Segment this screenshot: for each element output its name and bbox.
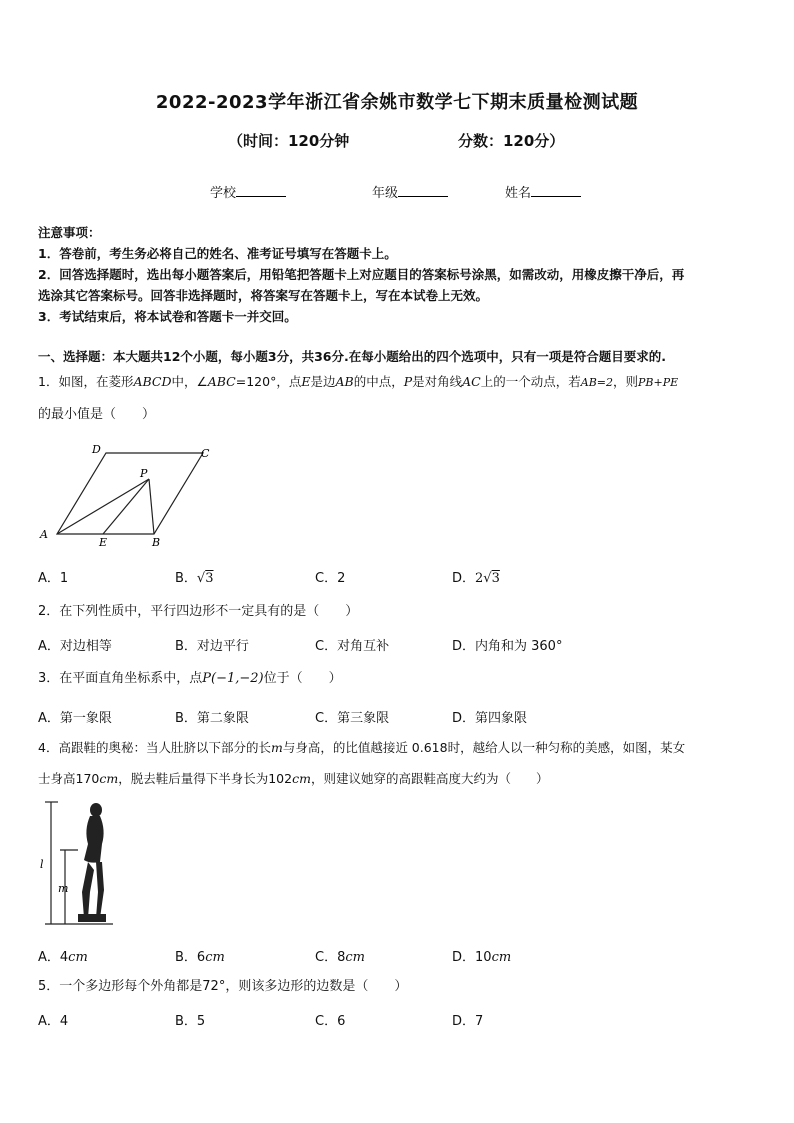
note-item: 2．回答选择题时，选出每小题答案后，用铅笔把答题卡上对应题目的答案标号涂黑，如需改动，用橡皮擦干净后，再 bbox=[38, 267, 685, 282]
school-label: 学校 bbox=[210, 186, 237, 201]
label-e: E bbox=[99, 536, 108, 549]
woman-height-figure bbox=[38, 800, 118, 930]
q1-option-c[interactable]: C．2 bbox=[315, 571, 346, 586]
exam-title: 2022-2023学年浙江省余姚市数学七下期末质量检测试题 bbox=[155, 92, 639, 113]
notes-block bbox=[38, 222, 684, 327]
segment-pb bbox=[149, 479, 154, 534]
label-a: A bbox=[40, 528, 48, 541]
question-4-text: 4．高跟鞋的奥秘：当人肚脐以下部分的长m与身高，的比值越接近 0.618时，越给人以一种匀称的美感，如图，某女 bbox=[38, 740, 686, 755]
label-p: P bbox=[140, 467, 148, 480]
section-heading: 一、选择题：本大题共12个小题，每小题3分，共36分.在每小题给出的四个选项中，只有一项是符合题目要求的. bbox=[38, 349, 666, 364]
q4-option-a[interactable]: A．4cm bbox=[38, 950, 88, 965]
grade-field bbox=[372, 182, 448, 201]
segment-pe bbox=[103, 479, 149, 534]
q1-option-d[interactable]: D．2√3 bbox=[452, 571, 500, 586]
note-item: 3．考试结束后，将本试卷和答题卡一并交回。 bbox=[38, 309, 297, 324]
label-c: C bbox=[201, 447, 210, 460]
q1-option-b[interactable]: B．√3 bbox=[175, 571, 214, 586]
q5-option-b[interactable]: B．5 bbox=[175, 1014, 206, 1029]
q3-option-a[interactable]: A．第一象限 bbox=[38, 711, 112, 726]
exam-score: 分数：120分） bbox=[458, 132, 565, 150]
q2-option-c[interactable]: C．对角互补 bbox=[315, 639, 390, 654]
question-4-text-line2: 士身高170cm，脱去鞋后量得下半身长为102cm，则建议她穿的高跟鞋高度大约为（ ） bbox=[38, 771, 549, 786]
label-l: l bbox=[40, 858, 44, 871]
note-item: 1．答卷前，考生务必将自己的姓名、准考证号填写在答题卡上。 bbox=[38, 246, 397, 261]
q2-option-a[interactable]: A．对边相等 bbox=[38, 639, 112, 654]
label-b: B bbox=[152, 536, 161, 549]
rhombus-figure bbox=[38, 440, 218, 550]
name-field bbox=[505, 182, 581, 201]
q3-option-b[interactable]: B．第二象限 bbox=[175, 711, 249, 726]
q1-option-a[interactable]: A．1 bbox=[38, 571, 69, 586]
question-3-text: 3．在平面直角坐标系中，点P(−1,−2)位于（ ） bbox=[38, 671, 342, 686]
q3-option-c[interactable]: C．第三象限 bbox=[315, 711, 390, 726]
woman-silhouette bbox=[78, 803, 106, 922]
q4-option-c[interactable]: C．8cm bbox=[315, 950, 365, 965]
diagonal-ac bbox=[57, 479, 149, 534]
rhombus-abcd bbox=[57, 453, 203, 534]
label-m: m bbox=[58, 882, 69, 895]
note-item: 选涂其它答案标号。回答非选择题时，将答案写在答题卡上，写在本试卷上无效。 bbox=[38, 288, 489, 303]
question-2-text: 2．在下列性质中，平行四边形不一定具有的是（ ） bbox=[38, 604, 359, 619]
exam-time: （时间：120分钟 bbox=[228, 132, 350, 150]
grade-blank[interactable] bbox=[398, 184, 448, 197]
grade-label: 年级 bbox=[372, 186, 399, 201]
school-blank[interactable] bbox=[236, 184, 286, 197]
q4-option-d[interactable]: D．10cm bbox=[452, 950, 512, 965]
q5-option-a[interactable]: A．4 bbox=[38, 1014, 69, 1029]
q3-option-d[interactable]: D．第四象限 bbox=[452, 711, 528, 726]
question-1-text-line2: 的最小值是（ ） bbox=[38, 407, 156, 422]
name-blank[interactable] bbox=[531, 184, 581, 197]
label-d: D bbox=[92, 443, 101, 456]
q5-option-d[interactable]: D．7 bbox=[452, 1014, 484, 1029]
q2-option-b[interactable]: B．对边平行 bbox=[175, 639, 249, 654]
q4-option-b[interactable]: B．6cm bbox=[175, 950, 225, 965]
question-1-text: 1．如图，在菱形ABCD中，∠ABC=120°，点E是边AB的中点，P是对角线AC上的一个动点，若AB=2，则PB+PE bbox=[38, 374, 679, 389]
notes-heading: 注意事项： bbox=[38, 225, 101, 240]
school-field bbox=[210, 182, 286, 201]
q5-option-c[interactable]: C．6 bbox=[315, 1014, 346, 1029]
name-label: 姓名 bbox=[505, 186, 532, 201]
q2-option-d[interactable]: D．内角和为 360° bbox=[452, 639, 563, 654]
question-5-text: 5．一个多边形每个外角都是72°，则该多边形的边数是（ ） bbox=[38, 979, 408, 994]
